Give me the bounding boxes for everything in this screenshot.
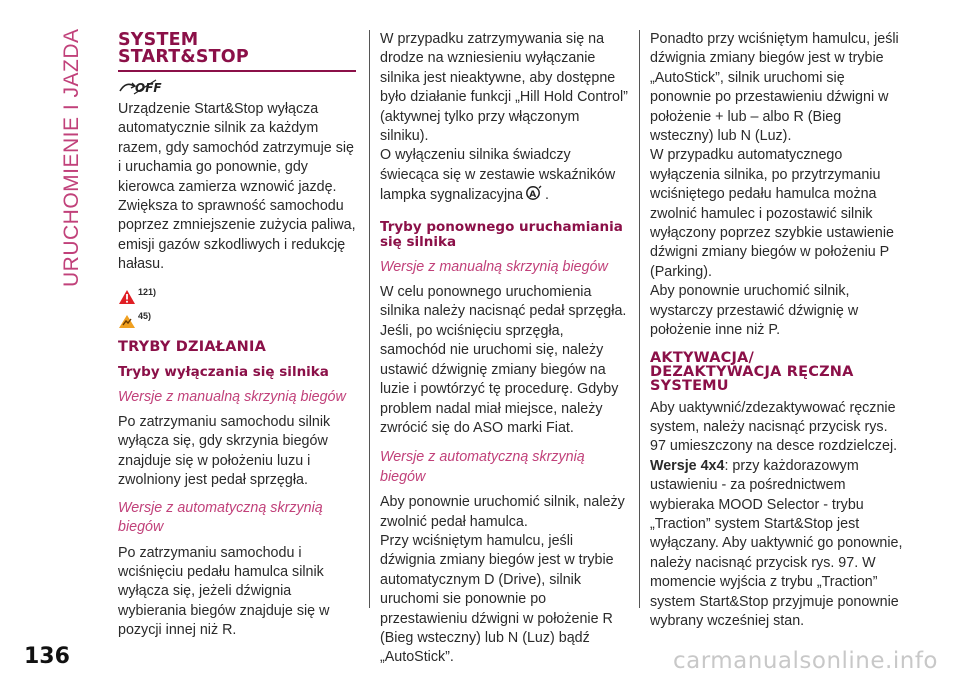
paragraph-autostick: Ponadto przy wciśniętym hamulcu, jeśli dźwignia zmiany biegów jest w trybie „AutoStick”, silnik uruchomi się ponownie po przestawieniu dźwigni w położenie + lub – albo R (Bieg wsteczny) lub N (Luz). <box>650 31 899 145</box>
paragraph-lamp: O wyłączeniu silnika świadczy świecąca się w zestawie wskaźników lampka sygnalizacyjna A . <box>380 146 628 207</box>
paragraph-activation: Aby uaktywnić/zdezaktywować ręcznie system, należy nacisnąć przycisk rys. 97 umieszczony na desce rozdzielczej. <box>650 399 898 455</box>
subheading-manual: Wersje z manualną skrzynią biegów <box>380 258 608 275</box>
subheading-manual: Wersje z manualną skrzynią biegów <box>118 388 346 405</box>
page-number: 136 <box>24 644 70 669</box>
paragraph-auto: Po zatrzymaniu samochodu i wciśnięciu pedału hamulca silnik wyłącza się, jeżeli dźwignia wybierania biegów znajduje się w pozycji innej niż R. <box>118 544 330 639</box>
watermark: carmanualsonline.info <box>672 648 938 674</box>
paragraph-auto-restart-2: Przy wciśniętym hamulcu, jeśli dźwignia zmiany biegów jest w trybie automatycznym D (Drive), silnik uruchomi sie ponownie po przestawieniu dźwigni w położenie R (Bieg wsteczny) lub N (Luz) bądź „AutoStick”. <box>380 532 614 666</box>
subheading-auto: Wersje z automatyczną skrzynią biegów <box>118 499 323 536</box>
paragraph-auto-restart-1: Aby ponownie uruchomić silnik, należy zwolnić pedał hamulca. <box>380 494 625 530</box>
intro-text: Urządzenie Start&Stop wyłącza automatycznie silnik za każdym razem, gdy samochód zatrzymuje się i uruchamia go ponownie, gdy kierowca zamierza wznowić jazdę. <box>118 101 354 195</box>
column-3 <box>650 30 906 631</box>
svg-text:OFF: OFF <box>135 81 162 95</box>
paragraph-manual-restart: W celu ponownego uruchomienia silnika należy nacisnąć pedał sprzęgła. Jeśli, po wciśnięciu sprzęgła, samochód nie uruchomi się, należy ustawić dźwignię zmiany biegów na luzie i powtórzyć tę procedurę. Gdyby problem nadal miał miejsce, należy zwrócić się do ASO marki Fiat. <box>380 284 627 436</box>
paragraph-restart-p: Aby ponownie uruchomić silnik, wystarczy przestawić dźwignię w położenie inne niż P. <box>650 283 859 339</box>
section-title: SYSTEM START&STOP <box>118 32 356 72</box>
heading-manual-activation: AKTYWACJA/ DEZAKTYWACJA RĘCZNA SYSTEMU <box>650 349 854 394</box>
warning-note: 121) <box>118 285 358 305</box>
start-stop-off-icon <box>118 78 358 96</box>
heading-engine-off: Tryby wyłączania się silnika <box>118 363 329 380</box>
paragraph-4x4: Wersje 4x4: przy każdorazowym ustawieniu - za pośrednictwem wybieraka MOOD Selector - trybu „Traction” system Start&Stop jest wyłączany. Aby uaktywnić go ponownie, należy nacisnąć przycisk rys. 97. W momencie wyjścia z trybu „Traction” system Start&Stop przyjmuje ponownie wybrany wcześniej stan. <box>650 457 903 629</box>
paragraph-hill: W przypadku zatrzymywania się na drodze na wzniesieniu wyłączanie silnika jest nieaktywne, aby dostępne było działanie funkcji „Hill Hold Control” (aktywnej tylko przy włączonym silniku). <box>380 31 628 145</box>
svg-text:A: A <box>529 190 537 201</box>
paragraph-manual: Po zatrzymaniu samochodu silnik wyłącza się, gdy skrzynia biegów znajduje się w położeniu luzu i zwolniony jest pedał sprzęgła. <box>118 414 331 489</box>
caution-note: 45) <box>118 309 358 329</box>
start-stop-lamp-icon <box>525 185 543 207</box>
caution-icon <box>118 313 136 329</box>
column-divider <box>639 30 640 608</box>
subheading-auto: Wersje z automatyczną skrzynią biegów <box>380 449 585 485</box>
column-2 <box>380 30 628 668</box>
chapter-side-title: URUCHOMIENIE I JAZDA <box>60 28 83 287</box>
paragraph-parking: W przypadku automatycznego wyłączenia silnika, po przytrzymaniu wciśniętego pedału hamulca można zwolnić hamulec i pozostawić silnik wyłączony poprzez szybkie ustawienie dźwigni zmiany biegów w położeniu P (Parking). <box>650 147 894 280</box>
column-1 <box>118 30 358 641</box>
warning-triangle-icon <box>118 289 136 305</box>
intro-text-2: Zwiększa to sprawność samochodu poprzez zmniejszenie zużycia paliwa, emisji gazów szkodliwych i redukcję hałasu. <box>118 198 356 273</box>
column-divider <box>369 30 370 608</box>
heading-restart: Tryby ponownego uruchamiania się silnika <box>380 218 623 250</box>
heading-modes: TRYBY DZIAŁANIA <box>118 338 267 355</box>
